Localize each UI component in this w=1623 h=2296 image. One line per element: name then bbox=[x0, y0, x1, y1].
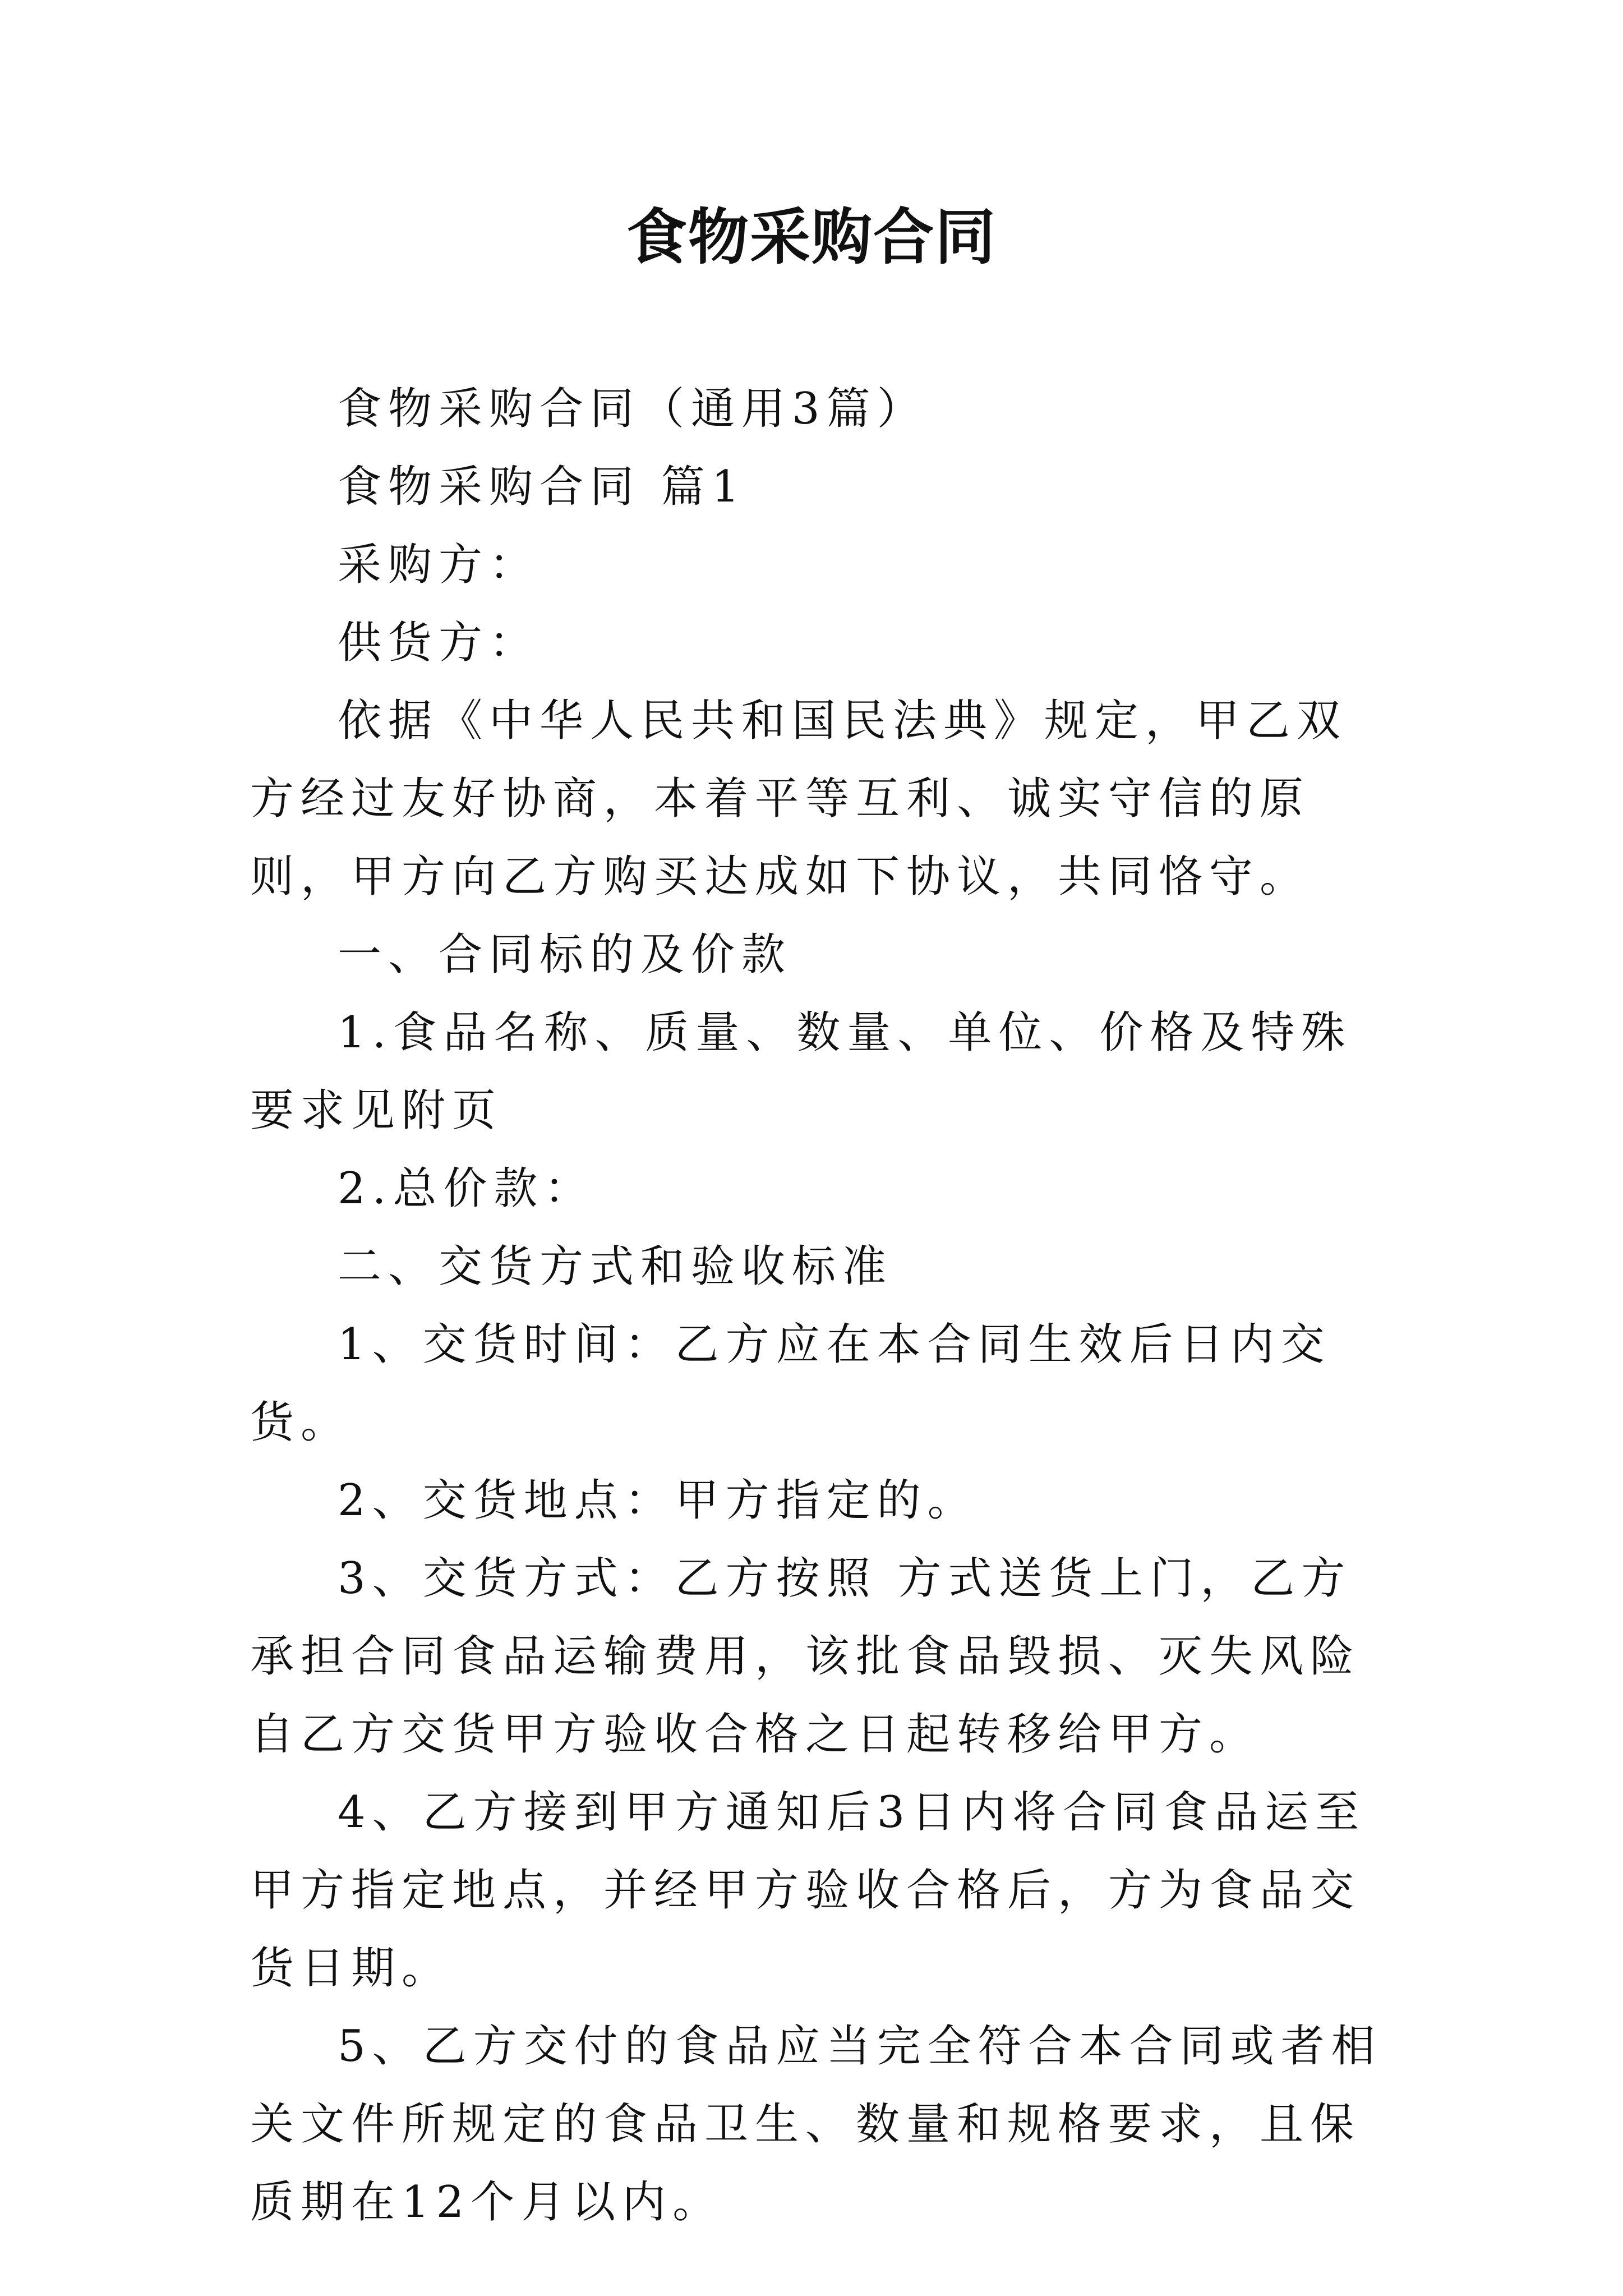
paragraph-item-1: 1.食品名称、质量、数量、单位、价格及特殊要求见附页 bbox=[250, 1007, 1352, 1136]
document-title: 食物采购合同 bbox=[626, 202, 997, 273]
paragraph-heading-delivery: 二、交货方式和验收标准 bbox=[338, 1241, 893, 1292]
paragraph-section-heading: 食物采购合同 篇1 bbox=[338, 462, 746, 512]
paragraph-subtitle: 食物采购合同（通用3篇） bbox=[338, 384, 928, 434]
document-body bbox=[250, 370, 1394, 2242]
paragraph-delivery-method: 3、交货方式：乙方按照 方式送货上门，乙方承担合同食品运输费用，该批食品毁损、灭失风险自乙方交货甲方验收合格之日起转移给甲方。 bbox=[250, 1553, 1361, 1760]
paragraph-heading-subject: 一、合同标的及价款 bbox=[338, 930, 792, 980]
paragraph-delivery-quality: 5、乙方交付的食品应当完全符合本合同或者相关文件所规定的食品卫生、数量和规格要求，且保质期在12个月以内。 bbox=[250, 2021, 1382, 2228]
paragraph-preamble: 依据《中华人民共和国民法典》规定，甲乙双方经过友好协商，本着平等互利、诚实守信的原则，甲方向乙方购买达成如下协议，共同恪守。 bbox=[250, 696, 1348, 902]
paragraph-supplier: 供货方： bbox=[338, 618, 540, 668]
paragraph-delivery-notice: 4、乙方接到甲方通知后3日内将合同食品运至甲方指定地点，并经甲方验收合格后，方为食品交货日期。 bbox=[250, 1787, 1366, 1994]
paragraph-delivery-location: 2、交货地点：甲方指定的。 bbox=[338, 1475, 978, 1526]
paragraph-delivery-time: 1、交货时间：乙方应在本合同生效后日内交货。 bbox=[250, 1319, 1331, 1448]
paragraph-buyer: 采购方： bbox=[338, 540, 540, 590]
paragraph-item-2: 2.总价款： bbox=[338, 1163, 595, 1214]
